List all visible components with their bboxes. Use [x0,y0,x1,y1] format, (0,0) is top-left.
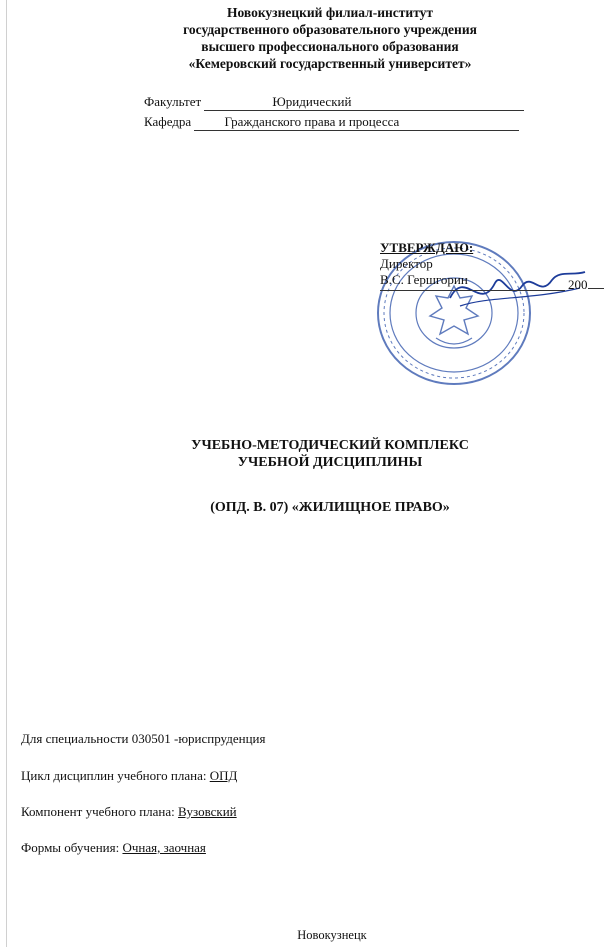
specialty-label: Для специальности [21,731,129,746]
title-line-2: УЧЕБНОЙ ДИСЦИПЛИНЫ [237,455,423,470]
approval-name: В.С. Гершгорин [380,272,468,287]
specialty-line [21,731,265,747]
cycle-label: Цикл дисциплин учебного плана: [21,768,207,783]
approval-position: Директор [380,256,433,271]
year-blank [588,288,604,289]
faculty-label: Факультет [144,94,202,109]
header-line-4: «Кемеровский государственный университет» [188,56,472,71]
component-value: Вузовский [178,804,237,819]
faculty-value: Юридический [204,94,524,111]
city-footer: Новокузнецк [297,928,367,942]
forms-line [21,840,206,856]
cycle-line [21,768,237,784]
year-prefix: 200 [568,277,588,292]
approval-block [380,240,588,292]
component-label: Компонент учебного плана: [21,804,175,819]
cycle-value: ОПД [209,768,238,783]
chair-value: Гражданского права и процесса [194,114,519,131]
document-title [120,437,540,471]
chair-label: Кафедра [144,114,192,129]
component-line [21,804,237,820]
approval-title: УТВЕРЖДАЮ: [380,240,474,255]
discipline-title: (ОПД. В. 07) «ЖИЛИЩНОЕ ПРАВО» [210,500,450,515]
forms-label: Формы обучения: [21,840,120,855]
header-line-3: высшего профессионального образования [201,39,459,54]
title-line-1: УЧЕБНО-МЕТОДИЧЕСКИЙ КОМПЛЕКС [191,438,469,453]
chair-row [144,114,519,131]
signature-line [380,290,565,291]
approval-year [568,277,604,293]
institution-header [100,4,560,72]
header-line-1: Новокузнецкий филиал-институт [226,5,434,20]
faculty-row [144,94,524,111]
forms-value: Очная, заочная [122,840,206,855]
header-line-2: государственного образовательного учреждения [183,22,477,37]
specialty-value: 030501 -юриспруденция [131,731,266,746]
page-edge [6,0,7,947]
